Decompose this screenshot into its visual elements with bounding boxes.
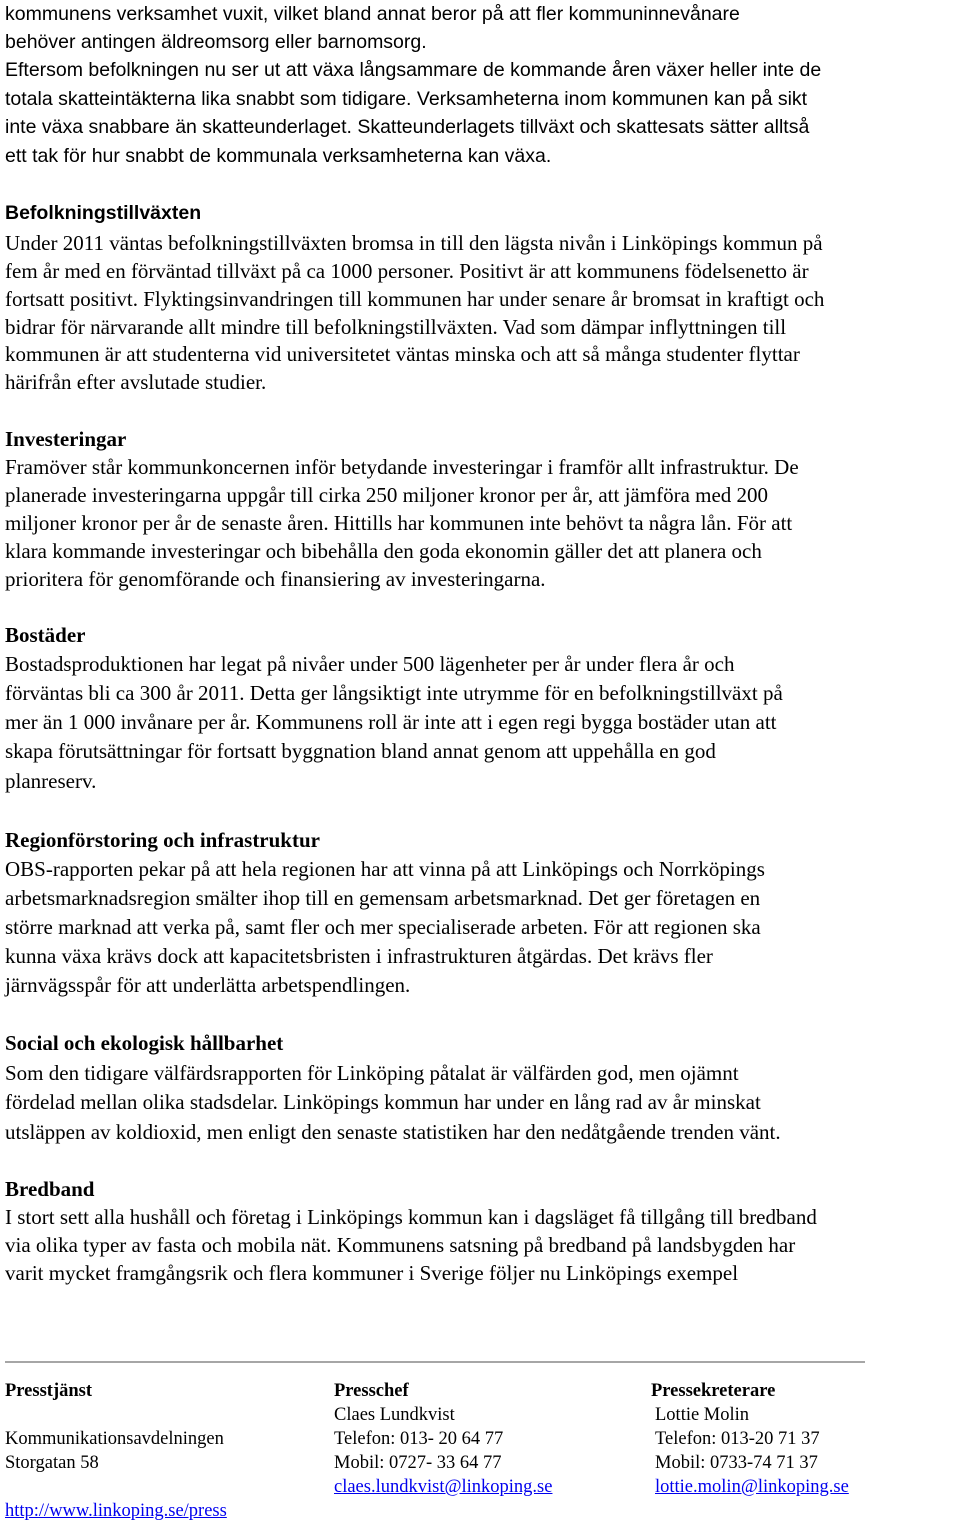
presschef-name: Claes Lundkvist	[334, 1405, 455, 1425]
intro-line: ett tak för hur snabbt de kommunala verksamheterna kan växa.	[5, 145, 552, 167]
presschef-email-link[interactable]: claes.lundkvist@linkoping.se	[334, 1477, 553, 1497]
paragraph-line: fortsatt positivt. Flyktingsinvandringen till kommunen har under senare år bromsat in kraftigt och	[5, 287, 825, 311]
pressekreterare-phone: Telefon: 013-20 71 37	[655, 1429, 820, 1449]
pressekreterare-name: Lottie Molin	[655, 1405, 750, 1425]
paragraph-line: kunna växa krävs dock att kapacitetsbristen i infrastrukturen åtgärdas. Det krävs fler	[5, 944, 713, 968]
intro-line: totala skatteintäkterna lika snabbt som tidigare. Verksamheterna inom kommunen kan på sikt	[5, 88, 808, 110]
paragraph-line: mer än 1 000 invånare per år. Kommunens roll är inte att i egen regi bygga bostäder utan att	[5, 710, 777, 734]
paragraph-line: Under 2011 väntas befolkningstillväxten bromsa in till den lägsta nivån i Linköpings kommun på	[5, 231, 823, 255]
paragraph-line: Bostadsproduktionen har legat på nivåer under 500 lägenheter per år under flera år och	[5, 652, 735, 676]
section-heading-befolkning: Befolkningstillväxten	[5, 202, 202, 224]
intro-line: Eftersom befolkningen nu ser ut att växa långsammare de kommande åren växer heller inte de	[5, 59, 822, 81]
paragraph-line: prioritera för genomförande och finansiering av investeringarna.	[5, 567, 546, 591]
footer-heading-pressekreterare: Pressekreterare	[651, 1381, 776, 1401]
paragraph-line: kommunen är att studenterna vid universitetet väntas minska och att så många studenter flyttar	[5, 342, 800, 366]
footer-heading-presstjanst: Presstjänst	[5, 1381, 93, 1401]
paragraph-line: arbetsmarknadsregion smälter ihop till en gemensam arbetsmarknad. Det ger företagen en	[5, 886, 761, 910]
footer-address: Storgatan 58	[5, 1453, 99, 1473]
intro-line: inte växa snabbare än skatteunderlaget. Skatteunderlagets tillväxt och skattesats sätter alltså	[5, 116, 810, 138]
paragraph-line: via olika typer av fasta och mobila nät. Kommunens satsning på bredband på landsbygden har	[5, 1233, 796, 1257]
footer-divider	[5, 1361, 865, 1363]
footer-department: Kommunikationsavdelningen	[5, 1429, 224, 1449]
paragraph-line: planerade investeringarna uppgår till cirka 250 miljoner kronor per år, att jämföra med 200	[5, 483, 769, 507]
section-heading-bostader: Bostäder	[5, 623, 86, 647]
paragraph-line: fördelad mellan olika stadsdelar. Linköpings kommun har under en lång rad av år minskat	[5, 1090, 761, 1114]
paragraph-line: förväntas bli ca 300 år 2011. Detta ger långsiktigt inte utrymme för en befolkningstillväxt på	[5, 681, 783, 705]
footer-heading-presschef: Presschef	[334, 1381, 409, 1401]
paragraph-line: större marknad att verka på, samt fler och mer specialiserade arbeten. För att regionen ska	[5, 915, 761, 939]
paragraph-line: härifrån efter avslutade studier.	[5, 370, 267, 394]
presschef-mobile: Mobil: 0727- 33 64 77	[334, 1453, 502, 1473]
section-heading-region: Regionförstoring och infrastruktur	[5, 828, 320, 852]
paragraph-line: skapa förutsättningar för fortsatt byggnation bland annat genom att uppehålla en god	[5, 739, 716, 763]
paragraph-line: I stort sett alla hushåll och företag i Linköpings kommun kan i dagsläget få tillgång till bredband	[5, 1205, 817, 1229]
paragraph-line: utsläppen av koldioxid, men enligt den senaste statistiken har den nedåtgående trenden vänt.	[5, 1120, 781, 1144]
press-url-link[interactable]: http://www.linkoping.se/press	[5, 1501, 227, 1521]
paragraph-line: varit mycket framgångsrik och flera kommuner i Sverige följer nu Linköpings exempel	[5, 1261, 739, 1285]
paragraph-line: bidrar för närvarande allt mindre till befolkningstillväxten. Vad som dämpar inflyttningen till	[5, 315, 787, 339]
paragraph-line: Framöver står kommunkoncernen inför betydande investeringar i framför allt infrastruktur. De	[5, 455, 799, 479]
pressekreterare-email-link[interactable]: lottie.molin@linkoping.se	[655, 1477, 849, 1497]
section-heading-investeringar: Investeringar	[5, 427, 127, 451]
intro-line: behöver antingen äldreomsorg eller barnomsorg.	[5, 31, 427, 53]
paragraph-line: miljoner kronor per år de senaste åren. Hittills har kommunen inte behövt ta några lån. För att	[5, 511, 793, 535]
section-heading-bredband: Bredband	[5, 1177, 95, 1201]
paragraph-line: fem år med en förväntad tillväxt på ca 1000 personer. Positivt är att kommunens födelsenetto är	[5, 259, 809, 283]
intro-line: kommunens verksamhet vuxit, vilket bland annat beror på att fler kommuninnevånare	[5, 3, 740, 25]
pressekreterare-mobile: Mobil: 0733-74 71 37	[655, 1453, 818, 1473]
paragraph-line: järnvägsspår för att underlätta arbetspendlingen.	[5, 973, 411, 997]
paragraph-line: OBS-rapporten pekar på att hela regionen har att vinna på att Linköpings och Norrköpings	[5, 857, 765, 881]
paragraph-line: planreserv.	[5, 769, 97, 793]
paragraph-line: klara kommande investeringar och bibehålla den goda ekonomin gäller det att planera och	[5, 539, 762, 563]
section-heading-social: Social och ekologisk hållbarhet	[5, 1031, 284, 1055]
paragraph-line: Som den tidigare välfärdsrapporten för Linköping påtalat är välfärden god, men ojämnt	[5, 1061, 739, 1085]
presschef-phone: Telefon: 013- 20 64 77	[334, 1429, 504, 1449]
